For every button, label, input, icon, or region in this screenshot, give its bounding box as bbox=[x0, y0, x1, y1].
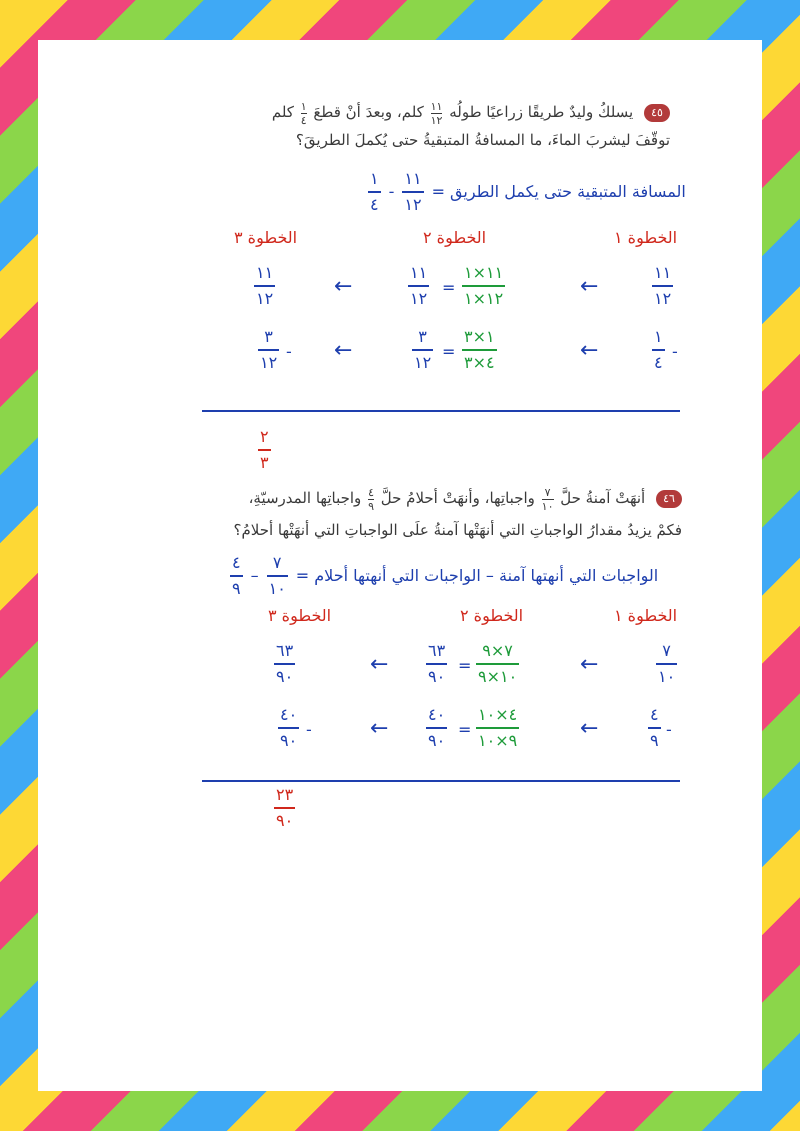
step2-result-fraction: ٤٠ ٩٠ bbox=[428, 705, 446, 750]
arrow-icon: ← bbox=[334, 274, 353, 299]
arrow-icon: ← bbox=[580, 274, 599, 299]
equation-fraction-2: $\frac{١}{٤}$ bbox=[370, 169, 379, 214]
q45-answer-fraction: ٢ ٣ bbox=[260, 427, 269, 472]
step3-fraction: ٣ ١٢ bbox=[260, 327, 278, 372]
step2-result-fraction: ٦٣ ٩٠ bbox=[428, 641, 446, 686]
q46-row1 bbox=[0, 642, 800, 692]
arrow-icon: ← bbox=[580, 716, 599, 741]
q45-step2-heading: الخطوة ٢ bbox=[423, 228, 487, 247]
q45-equation bbox=[368, 170, 686, 214]
q45-inline-fraction-a: $\frac{١١}{١٢}$ bbox=[430, 99, 443, 127]
equation-fraction-1: $\frac{١١}{١٢}$ bbox=[404, 169, 422, 214]
minus-sign: - bbox=[666, 720, 672, 739]
q46-step1-heading: الخطوة ١ bbox=[614, 606, 678, 625]
question-number-badge: ٤٦ bbox=[656, 490, 682, 508]
arrow-icon: ← bbox=[334, 338, 353, 363]
q45-sum-line bbox=[202, 410, 680, 412]
q45-text-c: كلم bbox=[271, 103, 294, 121]
step2-work-fraction: ٧×٩ ١٠×٩ bbox=[478, 641, 518, 686]
q45-text-a: يسلكُ وليدٌ طريقًا زراعيًا طولُه bbox=[449, 103, 634, 121]
step2-result-fraction: ١١ ١٢ bbox=[410, 263, 428, 308]
equals-sign: = bbox=[458, 720, 472, 739]
question-number-badge: ٤٥ bbox=[644, 104, 670, 122]
q46-step2-heading: الخطوة ٢ bbox=[460, 606, 524, 625]
step3-fraction: ٦٣ ٩٠ bbox=[276, 641, 294, 686]
minus-sign: - bbox=[286, 342, 292, 361]
q46-text-line1 bbox=[82, 486, 682, 512]
step3-fraction: ١١ ١٢ bbox=[256, 263, 274, 308]
q46-inline-fraction-a: $\frac{٧}{١٠}$ bbox=[541, 485, 554, 513]
step1-fraction: ٧ ١٠ bbox=[658, 641, 676, 686]
step2-work-fraction: ١×٣ ٤×٣ bbox=[464, 327, 495, 372]
q46-equation bbox=[230, 554, 658, 598]
equals-sign: = bbox=[442, 278, 456, 297]
arrow-icon: ← bbox=[370, 652, 389, 677]
q45-row1 bbox=[0, 264, 800, 314]
step2-result-fraction: ٣ ١٢ bbox=[414, 327, 432, 372]
q45-step3-heading: الخطوة ٣ bbox=[234, 228, 298, 247]
arrow-icon: ← bbox=[580, 652, 599, 677]
q46-text-b: واجباتِها، وأنهَتْ أحلامُ حلَّ bbox=[380, 489, 535, 507]
minus-sign: - bbox=[672, 342, 678, 361]
equation-label: المسافة المتبقية حتى يكمل الطريق = bbox=[431, 182, 686, 202]
equation-fraction-2: $\frac{٤}{٩}$ bbox=[232, 553, 241, 598]
q46-text-a: أنهَتْ آمنةُ حلَّ bbox=[560, 489, 646, 507]
arrow-icon: ← bbox=[370, 716, 389, 741]
step1-fraction: ٤ ٩ bbox=[650, 705, 659, 750]
q46-inline-fraction-b: $\frac{٤}{٩}$ bbox=[368, 485, 374, 513]
minus-sign: - bbox=[306, 720, 312, 739]
equation-label: الواجبات التي أنهتها آمنة – الواجبات التي أنهتها أحلام = bbox=[295, 566, 659, 586]
q46-row2 bbox=[0, 706, 800, 756]
step1-fraction: ١١ ١٢ bbox=[654, 263, 672, 308]
q46-step3-heading: الخطوة ٣ bbox=[268, 606, 332, 625]
step2-work-fraction: ١١×١ ١٢×١ bbox=[464, 263, 504, 308]
step2-work-fraction: ٤×١٠ ٩×١٠ bbox=[478, 705, 518, 750]
minus-sign: - bbox=[388, 182, 395, 202]
q45-text-line1 bbox=[110, 100, 670, 126]
equation-fraction-1: $\frac{٧}{١٠}$ bbox=[268, 553, 286, 598]
step3-fraction: ٤٠ ٩٠ bbox=[280, 705, 298, 750]
q45-inline-fraction-b: $\frac{١}{٤}$ bbox=[300, 99, 307, 127]
arrow-icon: ← bbox=[580, 338, 599, 363]
minus-sign: – bbox=[250, 566, 259, 586]
step1-fraction: ١ ٤ bbox=[654, 327, 663, 372]
q46-answer-fraction: ٢٣ ٩٠ bbox=[276, 785, 294, 830]
q46-text-line2: فكمْ يزيدُ مقدارُ الواجباتِ التي أنهَتْها آمنةُ علَى الواجباتِ التي أنهَتْها أحلامُ؟ bbox=[233, 521, 682, 539]
equals-sign: = bbox=[458, 656, 472, 675]
q45-row2 bbox=[0, 328, 800, 378]
q45-text-line2: توقّفَ ليشربَ الماءَ، ما المسافةُ المتبقيةُ حتى يُكملَ الطريقَ؟ bbox=[295, 131, 670, 149]
q46-sum-line bbox=[202, 780, 680, 782]
equals-sign: = bbox=[442, 342, 456, 361]
q45-text-b: كلم، وبعدَ أنْ قطعَ bbox=[313, 103, 424, 121]
q46-text-c: واجباتِها المدرسيّةِ، bbox=[248, 489, 362, 507]
q45-step1-heading: الخطوة ١ bbox=[614, 228, 678, 247]
